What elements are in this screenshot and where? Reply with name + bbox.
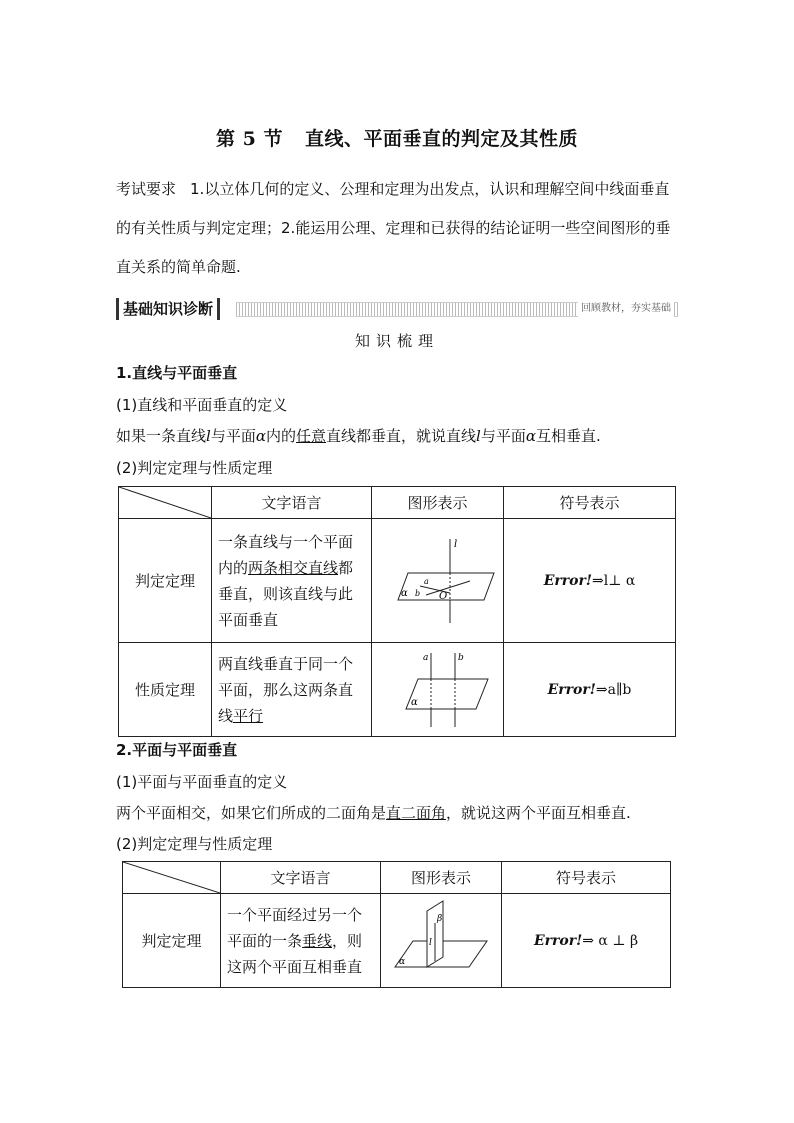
s1-def-d: 直线都垂直，就说直线 xyxy=(326,427,477,445)
s2-def-u: 直二面角 xyxy=(386,804,447,822)
page-title xyxy=(0,124,794,151)
section-number: 第 5 节 xyxy=(216,128,283,150)
label-l: l xyxy=(453,538,457,550)
s1-def-alpha2: α xyxy=(525,427,536,445)
t1r2-sym: ⇒a∥b xyxy=(595,681,632,698)
s2-heading: 2.平面与平面垂直 xyxy=(116,741,238,759)
s1-def-l2: l xyxy=(476,427,481,445)
knowledge-heading: 知识梳理 xyxy=(354,332,439,350)
table2-corner xyxy=(123,862,221,894)
s1-def-l1: l xyxy=(206,427,211,445)
label-alpha2: α xyxy=(410,696,418,708)
table1-row2-text xyxy=(212,643,372,737)
label-beta: β xyxy=(437,913,443,924)
label-o: O xyxy=(438,590,447,602)
table2-diagonal xyxy=(123,862,220,893)
label-l3: l xyxy=(429,937,432,948)
t1r1-error: Error! xyxy=(543,572,592,589)
table1-row1-figure xyxy=(372,519,504,643)
table1-row2-symbol xyxy=(504,643,676,737)
table2-row1-text xyxy=(221,894,381,988)
two-lines-perp-plane-diagram xyxy=(378,645,498,731)
s2-def-b: ，就说这两个平面互相垂直. xyxy=(446,804,631,822)
label-alpha: α xyxy=(400,587,408,599)
t1r2-underline: 平行 xyxy=(233,706,264,725)
s1-def-c: 内的 xyxy=(265,427,296,445)
s2-sub2: (2)判定定理与性质定理 xyxy=(116,835,273,853)
s1-def-any: 任意 xyxy=(296,427,327,445)
s1-sub1: (1)直线和平面垂直的定义 xyxy=(116,396,288,414)
table1-row2-label: 性质定理 xyxy=(119,643,212,737)
table-line-plane xyxy=(118,486,676,737)
s2-def-a: 两个平面相交，如果它们所成的二面角是 xyxy=(116,804,387,822)
table1-row2-figure xyxy=(372,643,504,737)
banner-right-label: 回顾教材，夯实基础 xyxy=(578,300,674,317)
plane-alpha-shape-2 xyxy=(406,679,488,709)
requirements-label: 考试要求 xyxy=(116,180,177,198)
s2-sub1: (1)平面与平面垂直的定义 xyxy=(116,773,288,791)
t1r2-error: Error! xyxy=(547,681,596,698)
section-topic: 直线、平面垂直的判定及其性质 xyxy=(304,128,578,150)
table1-corner xyxy=(119,487,212,519)
table1-row1-text xyxy=(212,519,372,643)
s1-def-alpha1: α xyxy=(255,427,266,445)
label-a: a xyxy=(423,576,429,586)
t1r2-t1: 两直线垂直于同一个平面，那么这两条直线 xyxy=(218,654,354,725)
table1-row1-symbol xyxy=(504,519,676,643)
t2r1-underline: 垂线 xyxy=(302,931,333,950)
table2-header-symbol: 符号表示 xyxy=(502,862,671,894)
table2-header-text: 文字语言 xyxy=(221,862,381,894)
table2-header-figure: 图形表示 xyxy=(381,862,502,894)
s1-def-f: 互相垂直. xyxy=(536,427,601,445)
exam-requirements xyxy=(116,170,680,287)
t2r1-error: Error! xyxy=(533,932,583,949)
table-plane-plane xyxy=(122,861,671,988)
section-banner xyxy=(116,298,678,320)
table1-diagonal xyxy=(119,487,211,518)
table2-row1-figure xyxy=(381,894,502,988)
label-b2: b xyxy=(457,652,464,663)
t1r1-underline: 两条相交直线 xyxy=(248,558,339,577)
table2-row1-label: 判定定理 xyxy=(123,894,221,988)
s1-def-e: 与平面 xyxy=(480,427,526,445)
label-b: b xyxy=(414,588,420,598)
t2r1-t2: ，则这两个平面互相垂直 xyxy=(227,931,363,976)
s1-definition xyxy=(116,425,601,446)
t1r1-t1: 一条直线与一个平面内的 xyxy=(218,532,354,577)
t1r1-t2: 都垂直，则该直线与此平面垂直 xyxy=(218,558,354,629)
label-a2: a xyxy=(422,652,428,663)
t2r1-sym: ⇒ α ⊥ β xyxy=(582,932,639,949)
line-perp-plane-diagram xyxy=(378,529,498,629)
banner-left-label: 基础知识诊断 xyxy=(116,298,220,320)
table1-row1-label: 判定定理 xyxy=(119,519,212,643)
t1r1-sym: ⇒l⊥ α xyxy=(592,572,636,589)
label-alpha3: α xyxy=(399,956,406,967)
requirements-text: 1.以立体几何的定义、公理和定理为出发点，认识和理解空间中线面垂直的有关性质与判定定理；2.能运用公理、定理和已获得的结论证明一些空间图形的垂直关系的简单命题. xyxy=(116,180,671,276)
s1-def-b: 与平面 xyxy=(210,427,256,445)
table1-header-figure: 图形表示 xyxy=(372,487,504,519)
table1-header-text: 文字语言 xyxy=(212,487,372,519)
plane-perp-plane-diagram xyxy=(385,895,497,983)
s1-sub2: (2)判定定理与性质定理 xyxy=(116,459,273,477)
s2-definition xyxy=(116,802,631,823)
s1-def-a: 如果一条直线 xyxy=(116,427,207,445)
s1-heading: 1.直线与平面垂直 xyxy=(116,364,238,382)
t2r1-t1: 一个平面经过另一个平面的一条 xyxy=(227,905,363,950)
table2-row1-symbol xyxy=(502,894,671,988)
table1-header-symbol: 符号表示 xyxy=(504,487,676,519)
